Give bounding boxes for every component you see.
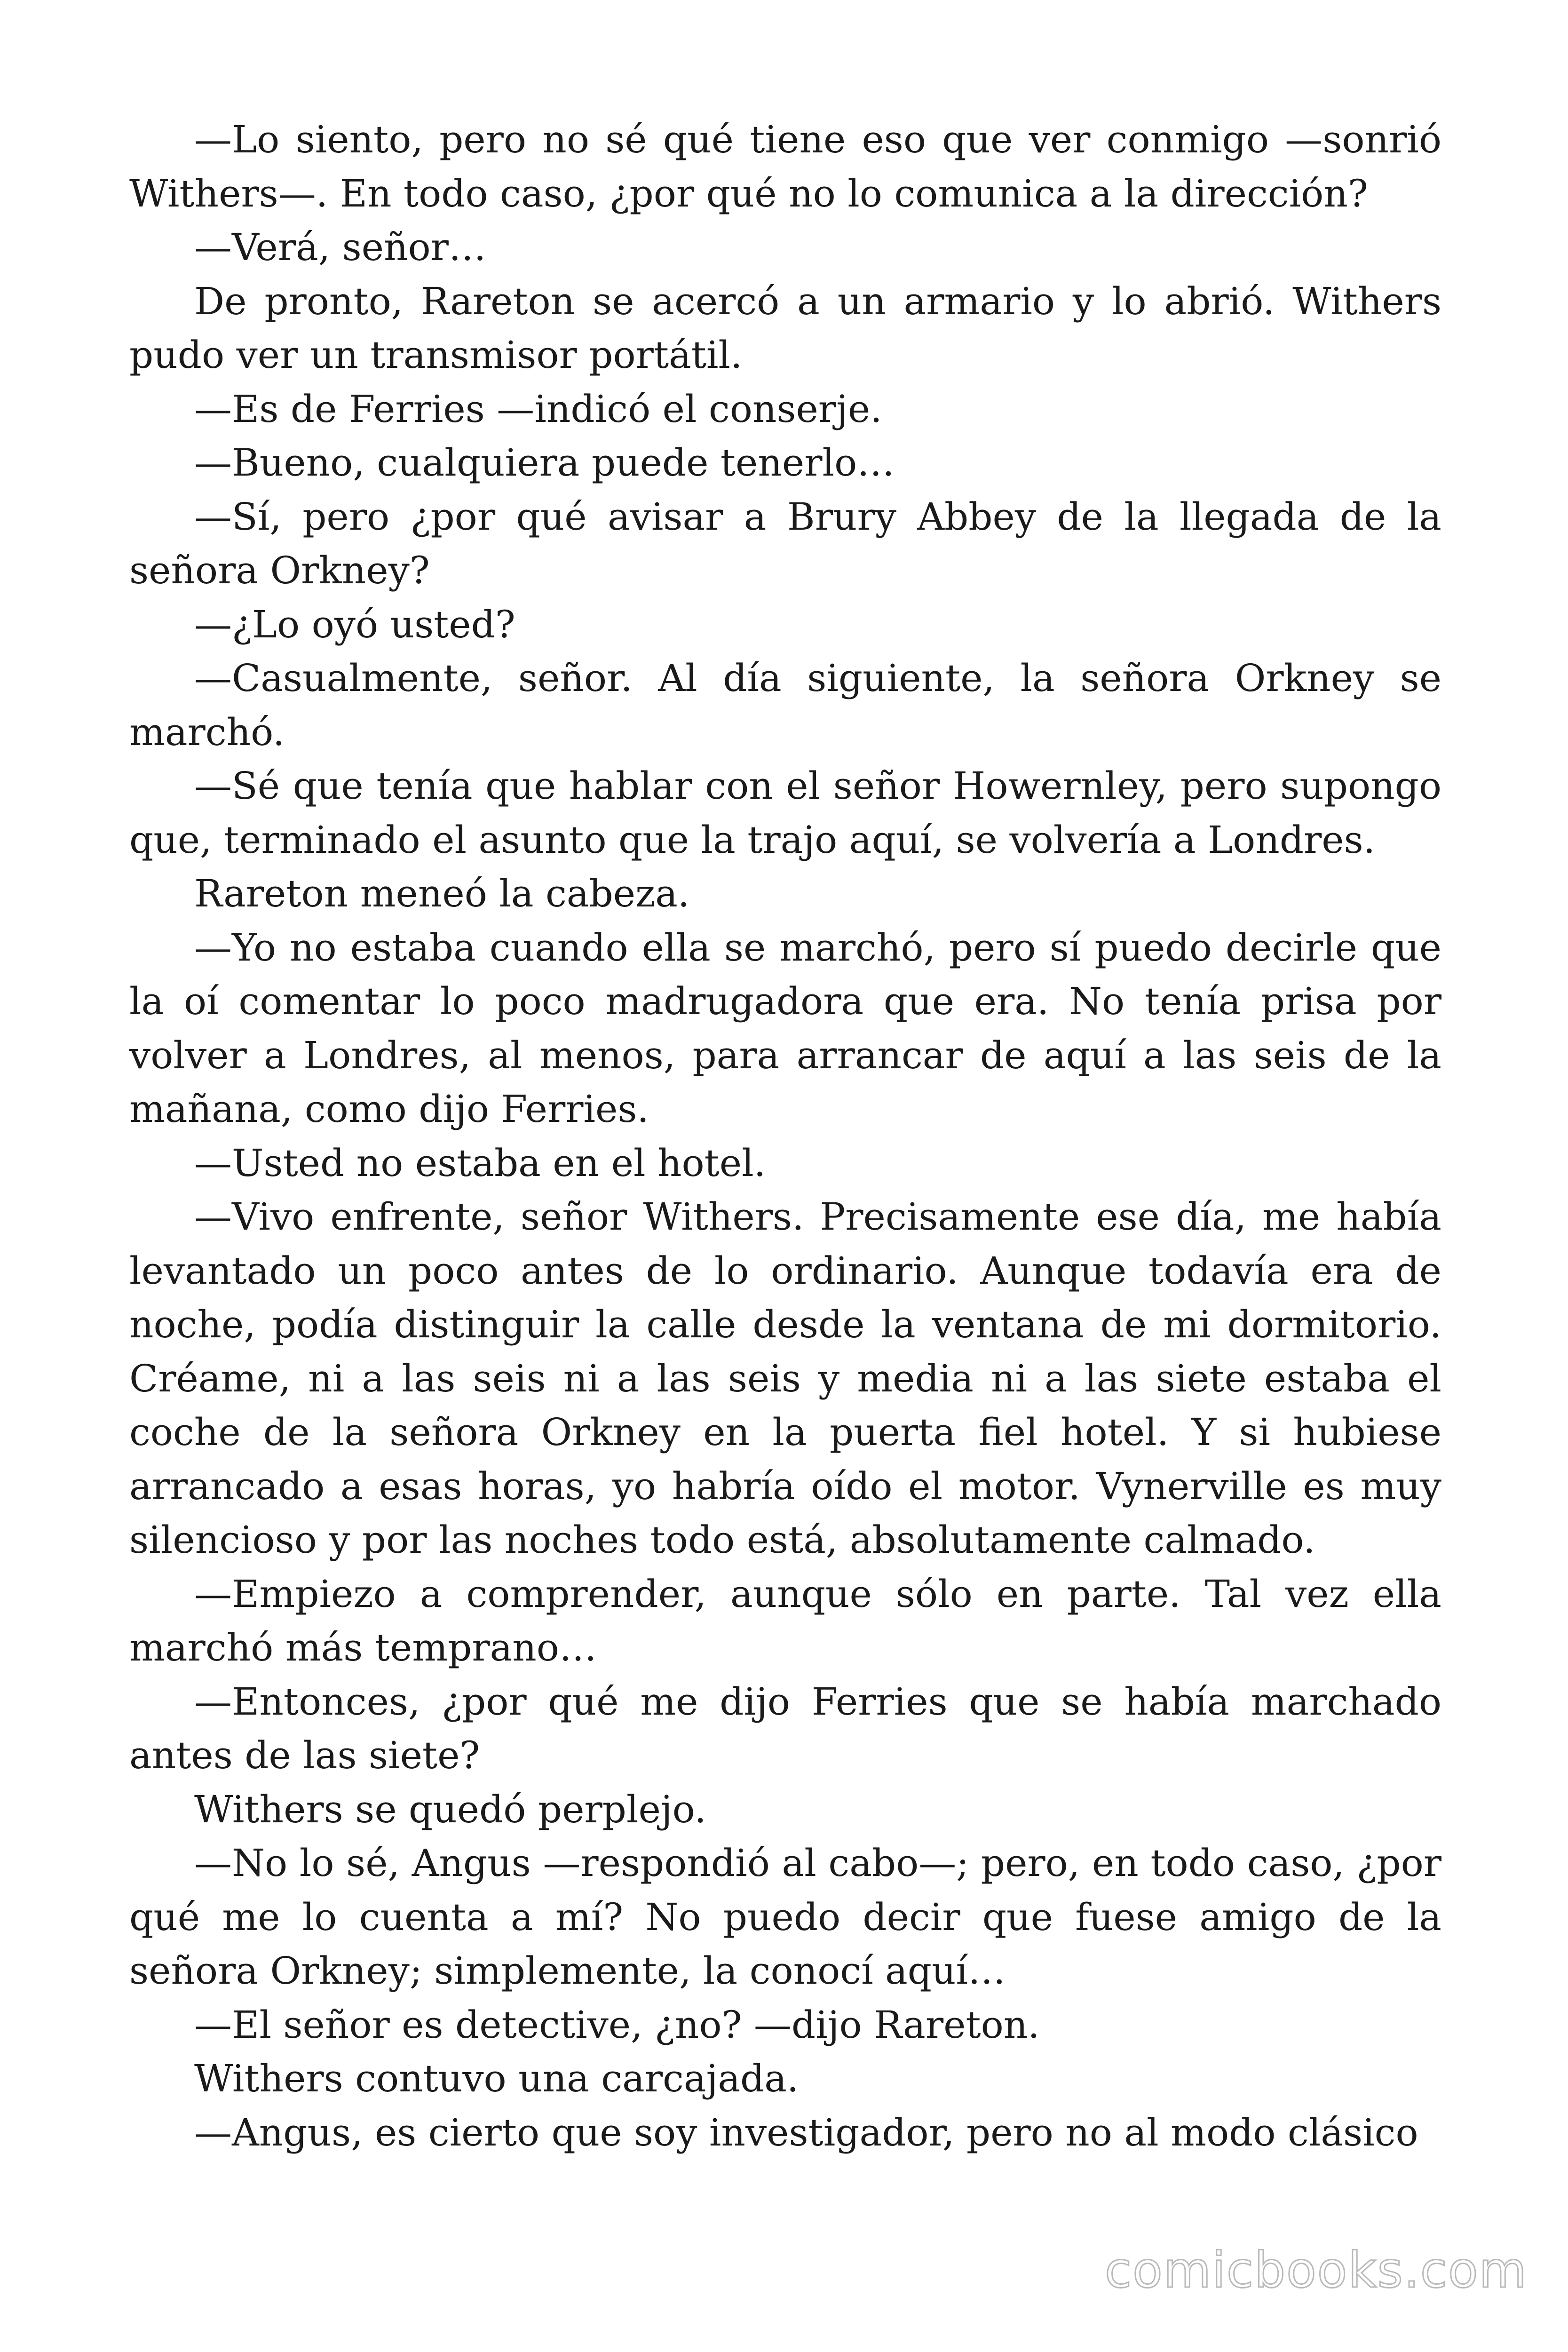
paragraph: Rareton meneó la cabeza. bbox=[194, 872, 690, 915]
paragraph: —Bueno, cualquiera puede tenerlo… bbox=[194, 441, 895, 485]
page-body bbox=[129, 113, 1441, 2160]
paragraph: —Vivo enfrente, señor Withers. Precisamente ese día, me había levantado un poco antes de lo ordinario. Aunque todavía era de noche, podía distinguir la calle desde la ventana de mi dormitorio. Créame, ni a las seis ni a las seis y media ni a las siete estaba el coche de la señora Orkney en la puerta fiel hotel. Y si hubiese arrancado a esas horas, yo habría oído el motor. Vynerville es muy silencioso y por las noches todo está, absolutamente calmado. bbox=[129, 1195, 1441, 1562]
paragraph: —Usted no estaba en el hotel. bbox=[194, 1141, 766, 1185]
paragraph: Withers contuvo una carcajada. bbox=[194, 2057, 799, 2100]
paragraph: —Casualmente, señor. Al día siguiente, la señora Orkney se marchó. bbox=[129, 656, 1441, 754]
paragraph: —Sé que tenía que hablar con el señor Howernley, pero supongo que, terminado el asunto que la trajo aquí, se volvería a Londres. bbox=[129, 764, 1441, 862]
paragraph: —Angus, es cierto que soy investigador, pero no al modo clásico bbox=[194, 2110, 1418, 2154]
paragraph: —Lo siento, pero no sé qué tiene eso que ver conmigo —sonrió Withers—. En todo caso, ¿por qué no lo comunica a la dirección? bbox=[129, 118, 1441, 215]
paragraph: —Empiezo a comprender, aunque sólo en parte. Tal vez ella marchó más temprano… bbox=[129, 1572, 1441, 1669]
paragraph: —Es de Ferries —indicó el conserje. bbox=[194, 387, 882, 431]
paragraph: —El señor es detective, ¿no? —dijo Rareton. bbox=[194, 2002, 1040, 2047]
paragraph: —No lo sé, Angus —respondió al cabo—; pero, en todo caso, ¿por qué me lo cuenta a mí? No puedo decir que fuese amigo de la señora Orkney; simplemente, la conocí aquí… bbox=[129, 1841, 1441, 1993]
paragraph: —Sí, pero ¿por qué avisar a Brury Abbey de la llegada de la señora Orkney? bbox=[129, 494, 1441, 592]
paragraph: Withers se quedó perplejo. bbox=[194, 1787, 706, 1831]
paragraph: —¿Lo oyó usted? bbox=[194, 602, 515, 646]
paragraph: —Entonces, ¿por qué me dijo Ferries que se había marchado antes de las siete? bbox=[129, 1679, 1441, 1777]
paragraph: —Yo no estaba cuando ella se marchó, pero sí puedo decirle que la oí comentar lo poco madrugadora que era. No tenía prisa por volver a Londres, al menos, para arrancar de aquí a las seis de la mañana, como dijo Ferries. bbox=[129, 925, 1441, 1131]
paragraph: De pronto, Rareton se acercó a un armario y lo abrió. Withers pudo ver un transmisor portátil. bbox=[129, 279, 1441, 377]
paragraph: —Verá, señor… bbox=[194, 225, 486, 269]
watermark: comicbooks.com bbox=[1104, 2241, 1528, 2299]
